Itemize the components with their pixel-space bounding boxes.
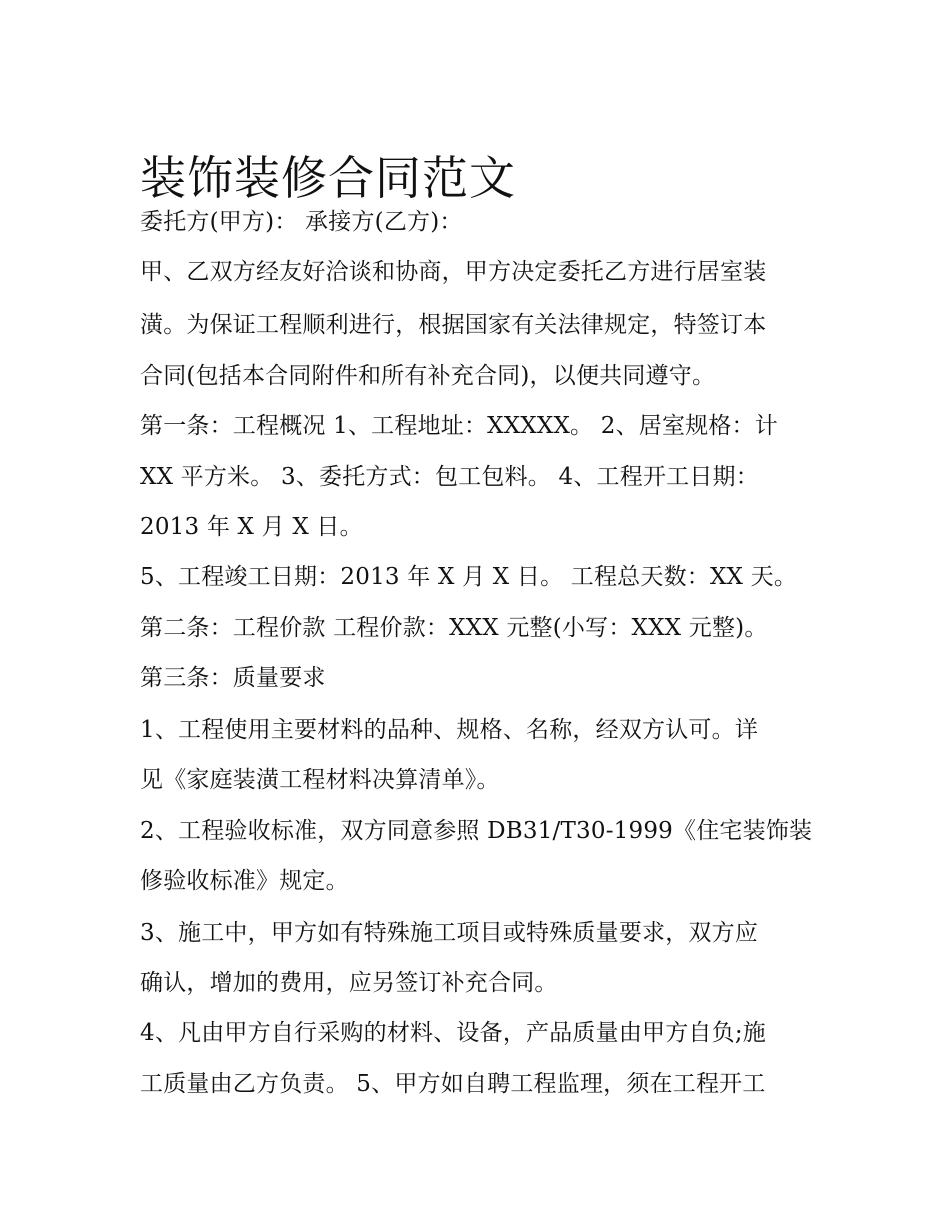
paragraph-line: 4、凡由甲方自行采购的材料、设备，产品质量由甲方自负;施 xyxy=(140,1020,766,1046)
paragraph-line: 修验收标准》规定。 xyxy=(140,868,349,894)
paragraph-line: 工质量由乙方负责。 5、甲方如自聘工程监理，须在工程开工 xyxy=(140,1071,766,1097)
paragraph-line: 3、施工中，甲方如有特殊施工项目或特殊质量要求，双方应 xyxy=(140,920,759,946)
paragraph-line: 1、工程使用主要材料的品种、规格、名称，经双方认可。详 xyxy=(140,717,759,743)
paragraph-line: 第一条：工程概况 1、工程地址：XXXXX。 2、居室规格：计 xyxy=(140,413,778,439)
paragraph-line: 潢。为保证工程顺利进行，根据国家有关法律规定，特签订本 xyxy=(140,312,767,338)
paragraph-line: 委托方(甲方)： 承接方(乙方)： xyxy=(140,209,463,235)
paragraph-line: 见《家庭装潢工程材料决算清单》。 xyxy=(140,767,500,793)
paragraph-line: 第三条：质量要求 xyxy=(140,665,326,691)
paragraph-line: 合同(包括本合同附件和所有补充合同)，以便共同遵守。 xyxy=(140,363,716,389)
paragraph-line: 确认，增加的费用，应另签订补充合同。 xyxy=(140,970,558,996)
paragraph-line: 2、工程验收标准，双方同意参照 DB31/T30-1999《住宅装饰装 xyxy=(140,818,813,844)
paragraph-line: 甲、乙双方经友好洽谈和协商，甲方决定委托乙方进行居室装 xyxy=(140,259,767,285)
paragraph-line: 2013 年 X 月 X 日。 xyxy=(140,514,363,540)
paragraph-line: 第二条：工程价款 工程价款：XXX 元整(小写：XXX 元整)。 xyxy=(140,615,768,641)
document-title: 装饰装修合同范文 xyxy=(140,150,516,205)
paragraph-line: XX 平方米。 3、委托方式：包工包料。 4、工程开工日期： xyxy=(140,464,759,490)
paragraph-line: 5、工程竣工日期：2013 年 X 月 X 日。 工程总天数：XX 天。 xyxy=(140,564,798,590)
